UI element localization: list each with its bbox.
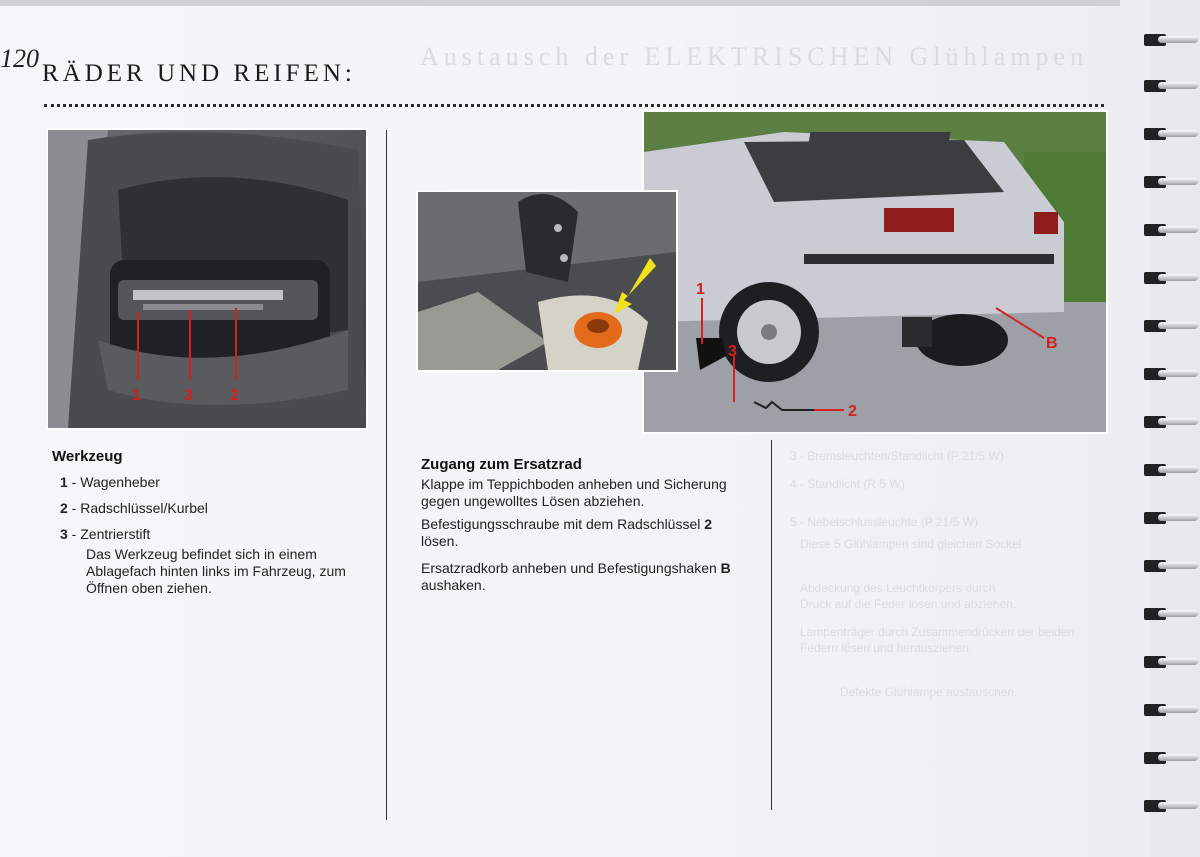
bleed-through-line-7: Lampenträger durch Zusammendrücken der beiden Federn lösen und herausziehen.: [800, 625, 1075, 655]
bleed-through-line-8: Defekte Glühlampe austauschen.: [840, 685, 1018, 699]
binding-ring: [1140, 364, 1200, 384]
callout-2: 2: [230, 387, 239, 404]
title-dotted-rule: [44, 104, 1104, 107]
tool-compartment-photo: [46, 128, 368, 430]
binding-ring: [1140, 412, 1200, 432]
list-item: 1 - Wagenheber: [60, 474, 160, 490]
bleed-through-line-2: 4 - Standlicht (R 5 W): [790, 477, 905, 491]
callout-1: 1: [696, 281, 705, 298]
binding-ring: [1140, 700, 1200, 720]
bleed-through-title: Austausch der ELEKTRISCHEN Glühlampen: [420, 42, 1089, 71]
instruction-step-1: Klappe im Teppichboden anheben und Sicherung gegen ungewolltes Lösen abziehen.: [421, 476, 727, 509]
binding-ring: [1140, 796, 1200, 816]
tool-list: [60, 474, 208, 552]
bleed-through-line-4: Diese 5 Glühlampen sind gleichen Sockel: [800, 537, 1022, 551]
floor-flap-photo: [416, 190, 678, 372]
spiral-binding: [1140, 0, 1200, 857]
binding-ring: [1140, 460, 1200, 480]
section-title-werkzeug: Werkzeug: [52, 448, 123, 465]
page-number: 120: [0, 44, 39, 73]
binding-ring: [1140, 604, 1200, 624]
binding-ring: [1140, 268, 1200, 288]
instruction-step-2: Befestigungsschraube mit dem Radschlüssel 2 lösen.: [421, 516, 713, 549]
bleed-through-line-1: 3 - Bremsleuchten/Standlicht (P 21/5 W): [790, 449, 1004, 463]
binding-ring: [1140, 748, 1200, 768]
bleed-through-line-3: 5 - Nebelschlussleuchte (P 21/5 W): [790, 515, 978, 529]
column-divider-right: [771, 440, 772, 810]
list-item: 3 - Zentrierstift: [60, 526, 151, 542]
chapter-title: RÄDER UND REIFEN:: [42, 60, 356, 87]
page-top-edge: [0, 0, 1120, 6]
binding-ring: [1140, 76, 1200, 96]
callout-3: 3: [184, 387, 193, 404]
bleed-through-line-5: Abdeckung des Leuchtkörpers durch: [800, 581, 996, 595]
callout-b: B: [1046, 335, 1058, 352]
callout-2: 2: [848, 403, 857, 420]
binding-ring: [1140, 220, 1200, 240]
section-title-ersatzrad: Zugang zum Ersatzrad: [421, 456, 582, 473]
binding-ring: [1140, 316, 1200, 336]
binding-ring: [1140, 124, 1200, 144]
binding-ring: [1140, 556, 1200, 576]
list-item: 2 - Radschlüssel/Kurbel: [60, 500, 208, 516]
column-divider-left: [386, 130, 387, 820]
bleed-through-line-6: Druck auf die Feder lösen und abziehen.: [800, 597, 1017, 611]
binding-ring: [1140, 652, 1200, 672]
binding-ring: [1140, 172, 1200, 192]
binding-ring: [1140, 508, 1200, 528]
callout-1: 1: [132, 387, 141, 404]
tool-location-text: Das Werkzeug befindet sich in einem Ablagefach hinten links im Fahrzeug, zum Öffnen oben ziehen.: [86, 546, 346, 596]
instruction-step-3: Ersatzradkorb anheben und Befestigungshaken B aushaken.: [421, 560, 731, 593]
binding-ring: [1140, 30, 1200, 50]
car-rear-spare-wheel-photo: [642, 110, 1108, 434]
callout-3: 3: [728, 343, 737, 360]
